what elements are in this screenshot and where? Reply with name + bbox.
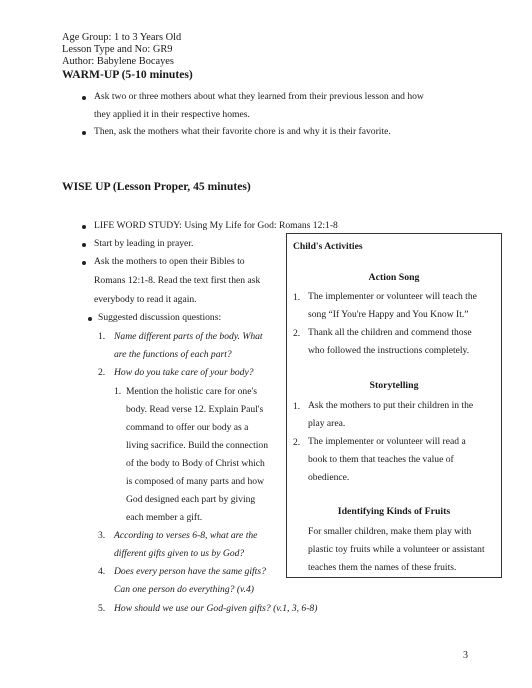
- question-1-line-1: Name different parts of the body. What: [114, 331, 263, 342]
- action-song-item-2-line-1: Thank all the children and commend those: [308, 327, 472, 338]
- sub-item-line-3: command to offer our body as a: [126, 422, 249, 433]
- question-2-num: 2.: [98, 367, 106, 378]
- question-3-num: 3.: [98, 530, 106, 541]
- sub-item-num: 1.: [114, 386, 122, 397]
- bullet-icon: [82, 225, 86, 229]
- storytelling-item-2-line-3: obedience.: [308, 472, 350, 483]
- wiseup-heading: WISE UP (Lesson Proper, 45 minutes): [62, 180, 251, 193]
- activities-title: Child's Activities: [293, 241, 363, 252]
- storytelling-item-1-line-1: Ask the mothers to put their children in the: [308, 400, 474, 411]
- bullet-icon: [82, 261, 86, 265]
- action-song-item-2-num: 2.: [293, 328, 301, 339]
- sub-item-line-5: of the body to Body of Christ which: [126, 458, 265, 469]
- action-song-item-1-num: 1.: [293, 292, 301, 303]
- sub-item-line-1: Mention the holistic care for one's: [126, 386, 257, 397]
- sub-item-line-4: living sacrifice. Build the connection: [126, 440, 268, 451]
- activities-box: [286, 233, 502, 578]
- sub-item-line-7: God designed each part by giving: [126, 494, 256, 505]
- question-4-line-2: Can one person do everything? (v.4): [114, 584, 254, 595]
- fruits-line-1: For smaller children, make them play with: [308, 526, 472, 537]
- question-3-line-1: According to verses 6-8, what are the: [114, 530, 258, 541]
- life-word-study: LIFE WORD STUDY: Using My Life for God: Romans 12:1-8: [94, 220, 338, 231]
- fruits-line-3: teaches them the names of these fruits.: [308, 562, 457, 573]
- storytelling-heading: Storytelling: [369, 380, 419, 391]
- bullet-icon: [82, 96, 86, 100]
- question-1-num: 1.: [98, 331, 106, 342]
- warmup-bullet-1-line-2: they applied it in their respective homes.: [94, 109, 250, 120]
- ask-line-2: Romans 12:1-8. Read the text first then ask: [94, 275, 261, 286]
- prayer-bullet: Start by leading in prayer.: [94, 238, 194, 249]
- storytelling-item-2-line-1: The implementer or volunteer will read a: [308, 436, 466, 447]
- action-song-item-1-line-1: The implementer or volunteer will teach the: [308, 291, 477, 302]
- action-song-heading: Action Song: [368, 272, 420, 283]
- bullet-icon: [82, 243, 86, 247]
- warmup-heading: WARM-UP (5-10 minutes): [62, 68, 193, 81]
- warmup-bullet-2: Then, ask the mothers what their favorite chore is and why it is their favorite.: [94, 126, 391, 137]
- fruits-line-2: plastic toy fruits while a volunteer or assistant: [308, 544, 485, 555]
- question-5-line-1: How should we use our God-given gifts? (v.1, 3, 6-8): [114, 603, 318, 614]
- sub-item-line-6: is composed of many parts and how: [126, 476, 265, 487]
- storytelling-item-2-num: 2.: [293, 437, 301, 448]
- age-group: Age Group: 1 to 3 Years Old: [62, 32, 182, 43]
- storytelling-item-1-num: 1.: [293, 401, 301, 412]
- question-5-num: 5.: [98, 603, 106, 614]
- action-song-item-1-line-2: song “If You're Happy and You Know It.”: [308, 309, 469, 320]
- page-number: 3: [463, 650, 468, 661]
- lesson-type: Lesson Type and No: GR9: [62, 44, 173, 55]
- question-3-line-2: different gifts given to us by God?: [114, 548, 245, 559]
- sub-item-line-8: each member a gift.: [126, 512, 203, 523]
- bullet-icon: [82, 131, 86, 135]
- suggested-questions: Suggested discussion questions:: [98, 312, 222, 323]
- question-2-line-1: How do you take care of your body?: [114, 367, 254, 378]
- ask-line-3: everybody to read it again.: [94, 294, 197, 305]
- question-4-num: 4.: [98, 566, 106, 577]
- storytelling-item-2-line-2: book to them that teaches the value of: [308, 454, 454, 465]
- bullet-icon: [88, 317, 92, 321]
- sub-item-line-2: body. Read verse 12. Explain Paul's: [126, 404, 264, 415]
- action-song-item-2-line-2: who followed the instructions completely.: [308, 345, 470, 356]
- storytelling-item-1-line-2: play area.: [308, 418, 346, 429]
- ask-line-1: Ask the mothers to open their Bibles to: [94, 256, 245, 267]
- fruits-heading: Identifying Kinds of Fruits: [337, 506, 451, 517]
- warmup-bullet-1-line-1: Ask two or three mothers about what they learned from their previous lesson and how: [94, 91, 424, 102]
- author: Author: Babylene Bocayes: [62, 56, 174, 67]
- question-4-line-1: Does every person have the same gifts?: [114, 566, 266, 577]
- question-1-line-2: are the functions of each part?: [114, 349, 232, 360]
